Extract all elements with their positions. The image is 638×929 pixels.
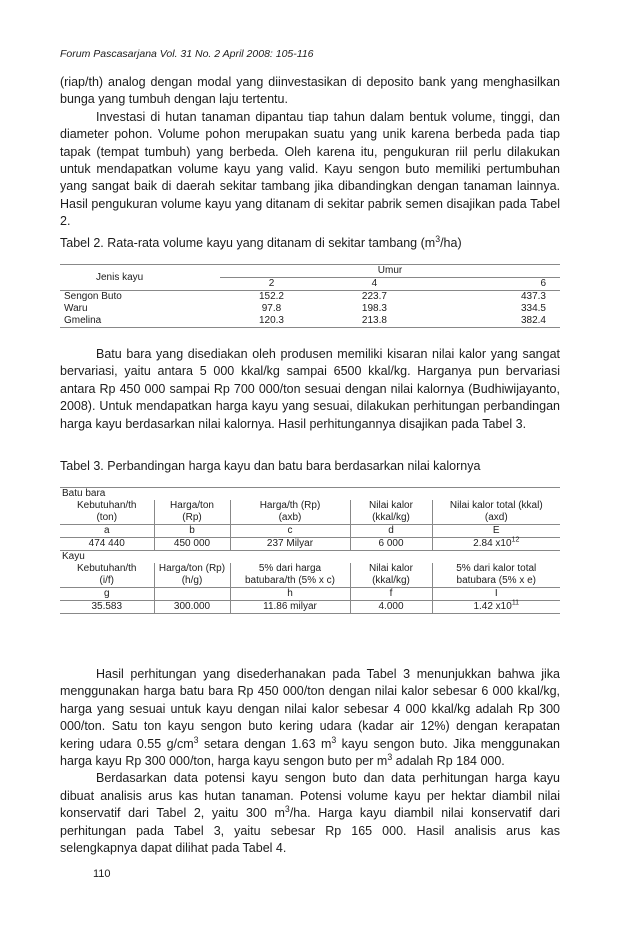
t3-header: Harga/ton (Rp) (h/g)	[154, 563, 230, 588]
t3-value: 237 Milyar	[230, 538, 350, 551]
paragraph-3: Batu bara yang disediakan oleh produsen memiliki kisaran nilai kalor yang sangat bervariasi, yaitu antara 5 000 kkal/kg sampai 6500 kkal/kg. Harganya pun bervariasi antara Rp 450 000 sampai Rp 700 000/ton sesuai dengan nilai kalornya (Budhiwijayanto, 2008). Untuk mendapatkan harga kayu yang sesuai, dilakukan perhitungan perbandingan harga kayu berdasarkan nilai kalornya. Hasil perhitungannya disajikan pada Tabel 3.	[60, 347, 560, 431]
t2-cell: 152.2	[258, 291, 284, 302]
t3-header: Nilai kalor (kkal/kg)	[350, 500, 432, 525]
t2-row-name: Sengon Buto	[64, 291, 122, 302]
paragraph-group-1	[60, 74, 560, 231]
paragraph-1: (riap/th) analog dengan modal yang diinvestasikan di deposito bank yang menghasilkan bunga yang tumbuh dengan laju tertentu.	[60, 75, 560, 107]
t3-letter: E	[432, 525, 560, 538]
t2-cell: 223.7	[361, 291, 387, 302]
t3-letter: h	[230, 588, 350, 601]
paragraph-5: Berdasarkan data potensi kayu sengon buto dan data perhitungan harga kayu dibuat analisis arus kas hutan tanaman. Potensi volume kayu per hektar diambil nilai konservatif dari Tabel 2, yaitu 300 $m^3/ha$. Harga kayu diambil nilai konservatif dari perhitungan pada Tabel 3, yaitu sebesar Rp 165 000. Hasil analisis arus kas selengkapnya dapat dilihat pada Tabel 4.	[60, 771, 560, 856]
t3-value: 4.000	[350, 601, 432, 614]
paragraph-group-3	[60, 346, 560, 433]
t2-row-name: Waru	[64, 303, 88, 314]
t2-cell: 213.8	[361, 315, 387, 326]
t3-letter: d	[350, 525, 432, 538]
t2-cell: 198.3	[361, 303, 387, 314]
t2-age: 6	[540, 278, 546, 289]
t3-value: 474 440	[60, 538, 154, 551]
t3-value: 300.000	[154, 601, 230, 614]
paragraph-group-4	[60, 666, 560, 857]
t3-letter	[154, 588, 230, 601]
t3-value: 450 000	[154, 538, 230, 551]
table3-caption: Tabel 3. Perbandingan harga kayu dan batu bara berdasarkan nilai kalornya	[60, 459, 481, 473]
table2-caption: Tabel 2. Rata-rata volume kayu yang ditanam di sekitar tambang $(m^3/ha)$	[60, 233, 462, 250]
t2-age: 4	[371, 278, 378, 289]
t3-header: Kebutuhan/th (i/f)	[77, 563, 137, 586]
table-2	[60, 264, 560, 328]
t2-cell: 437.3	[520, 291, 546, 302]
t3-value: 35.583	[60, 601, 154, 614]
t3-section-batubara: Batu bara	[60, 488, 560, 501]
t2-cell: 97.8	[261, 303, 282, 314]
t3-section-kayu: Kayu	[60, 551, 560, 564]
t2-cell: 120.3	[258, 315, 284, 326]
t2-header-jenis: Jenis kayu	[96, 271, 144, 283]
t3-header: Harga/ton (Rp)	[154, 500, 230, 525]
t3-value: 6 000	[350, 538, 432, 551]
t3-header: Kebutuhan/th (ton)	[77, 500, 137, 523]
paragraph-4: Hasil perhitungan yang disederhanakan pada Tabel 3 menunjukkan bahwa jika menggunakan harga batu bara Rp 450 000/ton dengan nilai kalor sebesar 6 000 kkal/kg, harga yang sesuai untuk kayu dengan nilai kalor sebesar 4 000 kkal/kg adalah Rp 300 000/ton. Satu ton kayu sengon buto kering udara (kadar air 12%) dengan kerapatan kering udara 0.55 $g/cm^3$ setara dengan 1.63 $m^3$ kayu sengon buto. Jika menggunakan harga kayu Rp 300 000/ton, harga kayu sengon buto per $m^3$ adalah Rp 184 000.	[60, 667, 560, 769]
t3-value: 11.86 milyar	[230, 601, 350, 614]
t3-header: Nilai kalor (kkal/kg)	[350, 563, 432, 588]
running-header: Forum Pascasarjana Vol. 31 No. 2 April 2008: 105-116	[60, 48, 314, 60]
t3-header: Harga/th (Rp) (axb)	[230, 500, 350, 525]
t3-header: Nilai kalor total (kkal) (axd)	[432, 500, 560, 525]
t3-header: 5% dari kalor total batubara (5% x e)	[432, 563, 560, 588]
page-number: 110	[93, 868, 111, 880]
t3-letter: c	[230, 525, 350, 538]
t2-header-umur: Umur	[220, 265, 560, 278]
t2-row-name: Gmelina	[64, 315, 102, 326]
t2-cell: 334.5	[520, 303, 546, 314]
t3-letter: I	[432, 588, 560, 601]
table-3	[60, 487, 560, 614]
t3-letter: b	[154, 525, 230, 538]
paragraph-2: Investasi di hutan tanaman dipantau tiap tahun dalam bentuk volume, tinggi, dan diameter pohon. Volume pohon merupakan suatu yang unik karena berbeda pada tiap tapak (tempat tumbuh) yang berbeda. Oleh karena itu, pengukuran riil perlu dilakukan untuk mendapatkan volume kayu yang valid. Kayu sengon buto memiliki pertumbuhan yang sangat baik di daerah sekitar tambang jika dibandingkan dengan tanaman lainnya. Hasil pengukuran volume kayu yang ditanam di sekitar pabrik semen disajikan pada Tabel 2.	[60, 109, 560, 229]
t3-header: 5% dari harga batubara/th (5% x c)	[230, 563, 350, 588]
t3-letter: a	[60, 525, 154, 538]
t3-letter: f	[350, 588, 432, 601]
t3-total-batubara: 2.84 $x10^{12}$	[432, 538, 560, 551]
t2-cell: 382.4	[520, 315, 546, 326]
t3-letter: g	[60, 588, 154, 601]
t2-age: 2	[268, 278, 275, 289]
t3-total-kayu: 1.42 $x10^{11}$	[432, 601, 560, 614]
